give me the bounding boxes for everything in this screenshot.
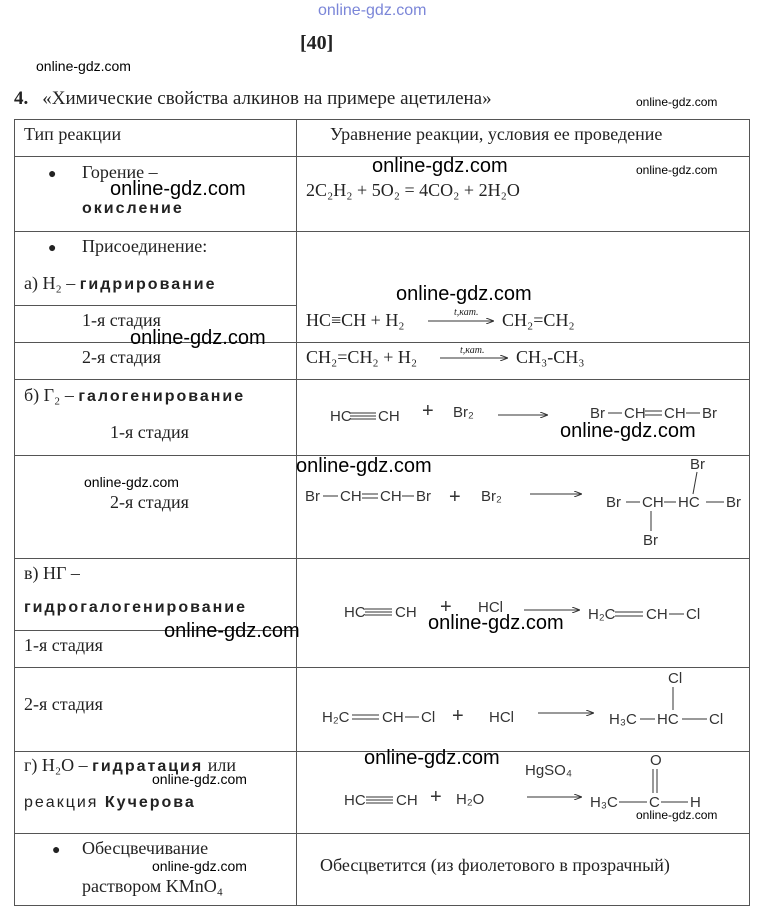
combustion-equation: 2C₂H₂ + 5O₂ = 4CO₂ + 2H₂O — [306, 180, 520, 200]
chem-br: Br — [702, 405, 717, 422]
watermark: online-gdz.com — [152, 771, 247, 787]
decolor-result: Обесцветится (из фиолетового в прозрачный) — [320, 855, 670, 875]
watermark: online-gdz.com — [36, 58, 131, 74]
chem-ch: CH — [395, 604, 417, 621]
watermark: online-gdz.com — [560, 420, 696, 442]
double-bond — [645, 411, 662, 415]
halogenation-label: б) Г₂ – галогенирование — [24, 385, 246, 405]
watermark: online-gdz.com — [364, 747, 500, 769]
chem-ch: CH — [378, 408, 400, 425]
triple-bond — [350, 413, 376, 419]
reaction-condition: t,кат. — [460, 345, 485, 356]
plus-sign: + — [440, 596, 452, 618]
task-title: «Химические свойства алкинов на примере ацетилена» — [42, 88, 492, 109]
hydrohalogenation-label: в) НГ – — [24, 563, 80, 583]
double-bond — [362, 494, 378, 498]
combustion-term: окисление — [82, 200, 184, 217]
header-equation: Уравнение реакции, условия ее проведение — [330, 124, 663, 144]
plus-sign: + — [449, 486, 461, 508]
chem-ch: CH — [642, 494, 664, 511]
chem-ch: CH — [380, 488, 402, 505]
addition-title: Присоединение: — [82, 236, 208, 256]
hydrohalogenation-term: гидрогалогенирование — [24, 599, 248, 616]
chem-hc: HC — [344, 604, 366, 621]
reaction-condition: t,кат. — [454, 307, 479, 318]
chem-cl: Cl — [709, 711, 724, 728]
watermark: online-gdz.com — [428, 612, 564, 634]
chem-hcl: HCl — [478, 599, 503, 616]
watermark: online-gdz.com — [84, 474, 179, 490]
chem-br2: Br₂ — [481, 488, 502, 505]
chem-br: Br — [590, 405, 605, 422]
chem-hc: HC — [678, 494, 700, 511]
plus-sign: + — [430, 786, 442, 808]
chem-cl: Cl — [421, 709, 436, 726]
chem-hc: HC — [344, 792, 366, 809]
watermark: online-gdz.com — [372, 155, 508, 177]
watermark: online-gdz.com — [164, 620, 300, 642]
chem-br: Br — [416, 488, 431, 505]
chem-catalyst: HgSO₄ — [525, 762, 572, 779]
halogenation-stage1: 1-я стадия — [110, 422, 189, 442]
hydration-label: г) H₂O – гидратация или — [24, 755, 236, 775]
chem-br2: Br₂ — [453, 404, 474, 421]
combustion-label: Горение – — [82, 162, 158, 182]
chem-cl: Cl — [686, 606, 701, 623]
hydrogenation-stage1-lhs: HC≡CH + H₂ — [306, 310, 405, 330]
hydration-term2: реакция Кучерова — [24, 794, 196, 811]
chem-br: Br — [643, 532, 658, 549]
triple-bond — [366, 797, 393, 803]
chem-br: Br — [690, 456, 705, 473]
hydrogenation-stage1: 1-я стадия — [82, 310, 161, 330]
chem-h: H — [690, 794, 701, 811]
watermark: online-gdz.com — [396, 283, 532, 305]
chem-ch: CH — [646, 606, 668, 623]
triple-bond — [365, 609, 392, 615]
hydrogenation-stage1-rhs: CH₂=CH₂ — [502, 310, 575, 330]
hydrogenation-label: а) H₂ – гидрирование — [24, 273, 217, 293]
watermark: online-gdz.com — [130, 327, 266, 349]
chem-ch: CH — [624, 405, 646, 422]
page-number: [40] — [300, 32, 334, 54]
double-bond — [615, 612, 643, 616]
watermark: online-gdz.com — [296, 455, 432, 477]
chem-ch: CH — [382, 709, 404, 726]
chem-br: Br — [726, 494, 741, 511]
bullet-icon: ● — [52, 843, 61, 858]
chem-br: Br — [606, 494, 621, 511]
chem-h2c: H₂C — [322, 709, 350, 726]
task-number: 4. — [14, 88, 29, 109]
bullet-icon: ● — [48, 167, 57, 182]
watermark: online-gdz.com — [152, 858, 247, 874]
hydrogenation-stage2: 2-я стадия — [82, 347, 161, 367]
chem-hc: HC — [330, 408, 352, 425]
chem-hc: HC — [657, 711, 679, 728]
chem-o: O — [650, 752, 662, 769]
chem-ch: CH — [396, 792, 418, 809]
chem-h3c: H₃C — [609, 711, 637, 728]
double-bond — [653, 769, 657, 793]
chem-ch: CH — [664, 405, 686, 422]
double-bond — [352, 715, 379, 719]
hydrohalogenation-stage1: 1-я стадия — [24, 635, 103, 655]
chem-h2o: H₂O — [456, 791, 485, 808]
chem-h3c: H₃C — [590, 794, 618, 811]
bullet-icon: ● — [48, 241, 57, 256]
plus-sign: + — [422, 400, 434, 422]
chem-cl: Cl — [668, 670, 683, 687]
header-reaction-type: Тип реакции — [24, 124, 122, 144]
watermark: online-gdz.com — [636, 163, 718, 177]
chem-h2c: H₂C — [588, 606, 616, 623]
watermark: online-gdz.com — [636, 95, 718, 109]
hydrogenation-stage2-lhs: CH₂=CH₂ + H₂ — [306, 347, 418, 367]
watermark: online-gdz.com — [636, 808, 718, 822]
decolor-label: Обесцвечивание — [82, 838, 209, 858]
watermark-top: online-gdz.com — [318, 2, 427, 19]
halogenation-stage2: 2-я стадия — [110, 492, 189, 512]
decolor-label2: раствором KMnO₄ — [82, 876, 224, 896]
chem-c: C — [649, 794, 660, 811]
chem-hcl: HCl — [489, 709, 514, 726]
hydrogenation-stage2-rhs: CH₃-CH₃ — [516, 347, 585, 367]
hydrohalogenation-stage2: 2-я стадия — [24, 694, 103, 714]
plus-sign: + — [452, 705, 464, 727]
chem-br: Br — [305, 488, 320, 505]
chem-ch: CH — [340, 488, 362, 505]
watermark: online-gdz.com — [110, 178, 246, 200]
